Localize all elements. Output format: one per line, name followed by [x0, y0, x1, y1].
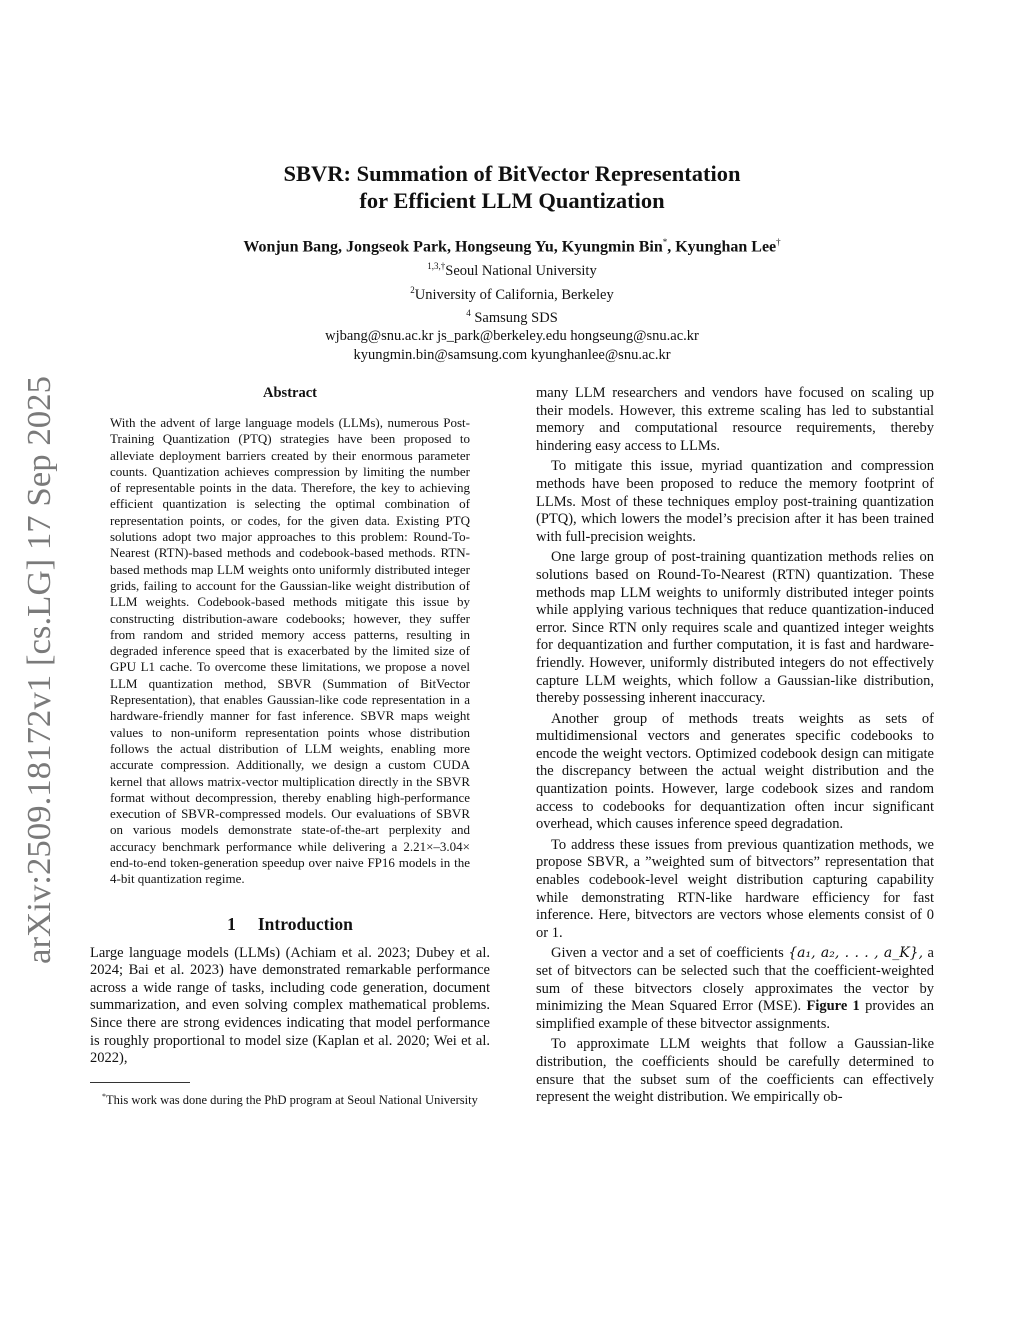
intro-paragraph-8: To approximate LLM weights that follow a Gaussian-like distribution, the coefficients should be carefully determined to ensure that the subset sum of the coefficients can effectively represent the weight distribution. We empirically ob-: [536, 1036, 934, 1106]
paper-header: [0, 160, 1024, 364]
authors-part-2: , Kyunghan Lee: [667, 238, 777, 256]
title-line-1: SBVR: Summation of BitVector Representation: [283, 161, 741, 186]
intro-paragraph-5: Another group of methods treats weights as sets of multidimensional vectors and generates specific codebooks to encode the weight vectors. Optimized codebook design can mitigate the discrepancy between the actual weight distribution and the quantization points. However, large codebook sizes and random access to codebooks for dequantization often incur significant overhead, which causes inference speed degradation.: [536, 710, 934, 833]
figure-reference: Figure 1: [806, 998, 860, 1015]
abstract-text: With the advent of large language models (LLMs), numerous Post-Training Quantization (PTQ) strategies have been proposed to alleviate deployment barriers created by their enormous parameter counts. Quantization achieves compression by limiting the number of representable points in the data. Therefore, the key to achieving efficient quantization is selecting the optimal combination of representation points, or codes, for the given data. Existing PTQ solutions adopt two major approaches to this problem: Round-To-Nearest (RTN)-based methods and codebook-based methods. RTN-based methods map LLM weights onto uniformly distributed integer grids, failing to account for the Gaussian-like weight distribution of LLM weights. Codebook-based methods mitigate this issue by constructing distribution-aware codebooks; however, they suffer from random and strided memory access patterns, resulting in degraded inference speed that is exacerbated by the limited size of GPU L1 cache. To overcome these limitations, we propose a novel LLM quantization method, SBVR (Summation of BitVector Representation), that enables Gaussian-like code representation in a hardware-friendly manner for fast inference. SBVR maps weight values to non-uniform representation points whose distribution follows the actual distribution of LLM weights, enabling more accurate compression. Additionally, we design a custom CUDA kernel that allows matrix-vector multiplication directly in the SBVR format without decompression, thereby enabling high-performance execution of SBVR-compressed models. Our evaluations of SBVR on various models demonstrate state-of-the-art perplexity and accuracy benchmark performance while delivering a 2.21×–3.04× end-to-end token-generation speedup over naive FP16 models in the 4-bit quantization regime.: [110, 415, 470, 887]
title-line-2: for Efficient LLM Quantization: [359, 188, 665, 213]
author-mark-1: *: [662, 237, 668, 247]
coefficient-set-math: {a₁, a₂, . . . , a_K},: [788, 945, 924, 962]
emails-line-2: kyungmin.bin@samsung.com kyunghanlee@snu.ac.kr: [353, 346, 671, 363]
paragraph-text: a set of bitvectors can be selected such that the coefficient-weighted sum of these bitvectors closely approximates the vector by minimizing the Mean Squared Error (MSE).: [536, 945, 934, 1015]
footnote: [90, 1089, 490, 1109]
section-heading-introduction: [90, 914, 490, 935]
affiliation-mark: 4: [466, 307, 471, 318]
arxiv-identifier-stamp: [5, 372, 65, 964]
intro-paragraph-3: To mitigate this issue, myriad quantization and compression methods have been proposed to reduce the memory footprint of LLMs. Most of these techniques employ post-training quantization (PTQ), which lowers the model’s precision after it has been trained with full-precision weights.: [536, 458, 934, 545]
affiliation-3: [0, 304, 1024, 327]
author-mark-2: †: [776, 237, 781, 247]
section-title: Introduction: [257, 913, 353, 934]
affiliation-name: University of California, Berkeley: [414, 286, 614, 303]
affiliation-2: [0, 281, 1024, 304]
abstract-heading: Abstract: [263, 385, 317, 401]
paragraph-text: provides an simplified example of these bitvector assignments.: [536, 998, 934, 1032]
footnote-divider: [90, 1082, 190, 1083]
affiliation-name: Seoul National University: [445, 263, 597, 280]
arxiv-identifier-text: arXiv:2509.18172v1 [cs.LG] 17 Sep 2025: [21, 398, 58, 964]
affiliation-mark: 2: [410, 284, 415, 295]
author-list: [0, 232, 1024, 257]
intro-paragraph-2: many LLM researchers and vendors have focused on scaling up their models. However, this extreme scaling has led to substantial memory and computational resource requirements, thereby hindering easy access to LLMs.: [536, 385, 934, 454]
paper-title: [0, 160, 1024, 214]
right-column: [536, 385, 934, 1107]
intro-paragraph-1: Large language models (LLMs) (Achiam et al. 2023; Dubey et al. 2024; Bai et al. 2023) have demonstrated remarkable performance across a wide range of tasks, including code generation, document summarization, and even solving complex mathematical problems. Since there are strong evidences indicating that model performance is roughly proportional to model size (Kaplan et al. 2020; Wei et al. 2022),: [90, 944, 490, 1067]
paragraph-text: Given a vector and a set of coefficients: [551, 945, 789, 962]
section-number: 1: [227, 913, 236, 934]
intro-paragraph-7: [536, 945, 934, 1033]
authors-part-1: Wonjun Bang, Jongseok Park, Hongseung Yu, Kyungmin Bin: [243, 238, 663, 256]
intro-paragraph-6: To address these issues from previous quantization methods, we propose SBVR, a ”weighted sum of bitvectors” representation that enables codebook-level weight distribution capturing capability while demonstrating RTN-like hardware efficiency for fast inference. Here, bitvectors are vectors whose elements consist of 0 or 1.: [536, 836, 934, 941]
left-column: [90, 385, 490, 1108]
footnote-mark: *: [102, 1091, 106, 1101]
affiliation-1: [0, 257, 1024, 280]
affiliation-name: Samsung SDS: [470, 309, 558, 326]
footnote-text: This work was done during the PhD program at Seoul National University: [106, 1092, 478, 1107]
affiliation-mark: 1,3,†: [427, 261, 446, 272]
intro-paragraph-4: One large group of post-training quantization methods relies on solutions based on Round-To-Nearest (RTN) quantization. These methods map LLM weights to uniformly distributed integer points while applying various techniques that reduce quantization-induced error. Since RTN only requires scale and quantized integer weights for dequantization and further computation, it is fast and hardware-friendly. However, uniformly distributed integers do not effectively capture LLM weights, which follow a Gaussian-like distribution, thereby possessing inherent inaccuracy.: [536, 549, 934, 707]
emails-line-1: wjbang@snu.ac.kr js_park@berkeley.edu hongseung@snu.ac.kr: [325, 328, 699, 345]
